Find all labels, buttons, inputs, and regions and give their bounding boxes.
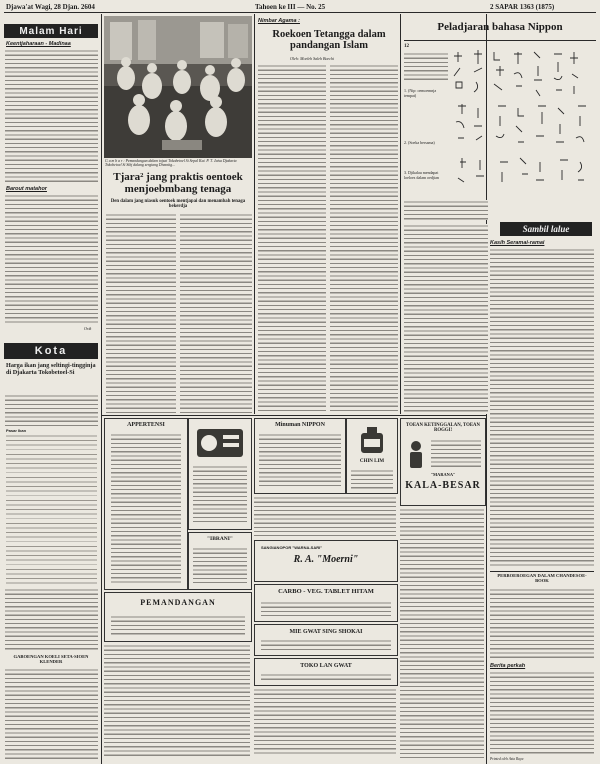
ad-title: APPERTENSI [127, 422, 165, 428]
masthead-issue: Tahoen ke III — No. 25 [255, 3, 326, 11]
ad-subtitle: "MARANA" [430, 472, 456, 477]
article-body [5, 394, 98, 426]
masthead-rule [4, 12, 596, 13]
section-banner-label: Sambil lalue [522, 224, 570, 234]
ad-radio [188, 418, 252, 530]
ad-pemandangan [104, 592, 252, 642]
column-divider [400, 14, 401, 414]
section-banner-sambil-lalue [500, 222, 592, 236]
ad-title: CARBO - VEG. TABLET HITAM [278, 588, 374, 595]
column-divider [254, 14, 255, 414]
ad-body [193, 465, 247, 525]
ad-title: Minuman NIPPON [275, 422, 325, 428]
ad-title: MIE GWAT SING SHOKAI [289, 629, 363, 635]
japanese-text-columns [450, 46, 596, 196]
column-divider [101, 14, 102, 764]
article-body [180, 213, 252, 413]
ads-top-rule [102, 415, 486, 416]
masthead-hijri-date: 2 SAPAR 1363 (1875) [490, 3, 555, 11]
article-body [106, 213, 176, 413]
ad-title: "IBRANI" [207, 536, 233, 542]
religion-headline: Roekoen Tetangga dalam pandangan Islam [272, 29, 386, 52]
section-banner-label: Kota [34, 345, 68, 357]
fish-price-table [6, 434, 97, 584]
main-headline: Tjara² jang praktis oentoek menjoebmbang tenaga [113, 171, 243, 195]
bottle-icon [355, 425, 389, 455]
ad-title: TOEAN KETINGGALAN, TOEAN ROGGI! [406, 423, 480, 434]
ad-mie-gwat-sing [254, 624, 398, 656]
ad-body [431, 439, 481, 469]
rule [404, 40, 596, 41]
photo-caption: G a m b a r : Pemandangan dalam tojsai Tokobetoel Si Sepal Kai. P. T. Jaisa Djakarta Tokobetoel Si Sibj dalang sergiang Divantig... [105, 159, 237, 168]
ad-toko-lan-gwat [254, 658, 398, 686]
ad-body [111, 615, 245, 637]
ad-body [261, 601, 391, 617]
article-body [404, 224, 488, 414]
ad-chin-lim [346, 418, 398, 494]
article-body [5, 194, 98, 324]
article-body [490, 248, 594, 568]
radio-icon [195, 425, 245, 461]
ad-carbo-veg [254, 584, 398, 622]
figure-icon [405, 439, 427, 469]
lesson-number: 12 [404, 44, 409, 49]
ad-body [193, 547, 247, 585]
ad-title: TOKO LAN GWAT [300, 663, 352, 669]
ad-body [351, 469, 393, 489]
lesson-question-2: 2. (Soeka bersama) [404, 140, 435, 145]
ad-body [261, 673, 391, 682]
ad-toean-ketinggalan [400, 418, 486, 506]
article-kicker: Barout matahor [6, 186, 47, 192]
ad-body [111, 433, 181, 583]
section-banner-label: Malam Hari [19, 25, 83, 37]
ad-title: CHIN LIM [359, 459, 385, 464]
article-body [490, 588, 594, 660]
classified-ads [400, 508, 484, 758]
classified-ads [254, 496, 396, 536]
printer-credit: Printed oleh Asia Raya [490, 757, 524, 761]
ad-appertensi [104, 418, 188, 590]
kota-headline: Harga ikan jang seltingi-tingginja di Djakarta Tokobetoel-Si [6, 362, 96, 376]
article-body [330, 64, 398, 414]
article-body [404, 200, 488, 220]
rule [490, 571, 594, 572]
article-kicker: Nimbar Agama : [258, 18, 300, 24]
ad-ibrani [188, 532, 252, 590]
article-body [490, 671, 594, 755]
ad-subtitle: SANGIANOPOR "WARNA-SARI" [261, 545, 323, 550]
nippon-lesson-headline: Peladjaran bahasa Nippon [437, 21, 563, 33]
gaboengan-headline: GABOENGAN KOELI SETA-SIOEN KLENDER [13, 654, 89, 664]
article-byline: Orik [84, 326, 92, 331]
ad-title: PEMANDANGAN [140, 598, 216, 607]
article-kicker: Kasih Seramai-ramai [490, 240, 545, 246]
article-body [5, 49, 98, 182]
article-body [5, 588, 98, 652]
perboeroegan-headline: PERBOEROEGAN DALAM CHANDESOE-BOOK [497, 573, 587, 583]
masthead-date: Djawa'at Wagi, 28 Djan. 2604 [6, 3, 95, 11]
market-table-header: Pasar Ikan [6, 428, 27, 433]
classified-ads [254, 688, 396, 756]
photo-factory-workers [104, 16, 252, 158]
article-kicker: Berita perkah [490, 663, 526, 669]
lesson-question-3: 3. Djikalau mendapat loeloes dalam oedjian [404, 170, 439, 180]
ad-body [259, 433, 341, 489]
ad-title: R. A. "Moerni" [293, 554, 359, 565]
ad-nippon-drink [254, 418, 346, 494]
article-kicker: Keentjaharaan - Madinaa [6, 41, 71, 47]
ad-brand: KALA-BESAR [405, 480, 481, 491]
ad-body [261, 639, 391, 651]
article-body [5, 668, 98, 760]
ad-moerni [254, 540, 398, 582]
section-banner-malam-hari [4, 24, 98, 38]
article-byline: Oleh: Moeleh Saleh Boechi [290, 56, 335, 61]
main-subheadline: Den dalam jang niasuk oentoek mentjapai dan menambah tenaga bekerdja [110, 199, 246, 210]
lesson-question-1: 1. (Nip: oemoemnja tempat) [404, 88, 437, 98]
article-body [404, 52, 448, 82]
article-body [258, 64, 326, 414]
classified-ads [104, 644, 250, 756]
section-banner-kota [4, 343, 98, 359]
